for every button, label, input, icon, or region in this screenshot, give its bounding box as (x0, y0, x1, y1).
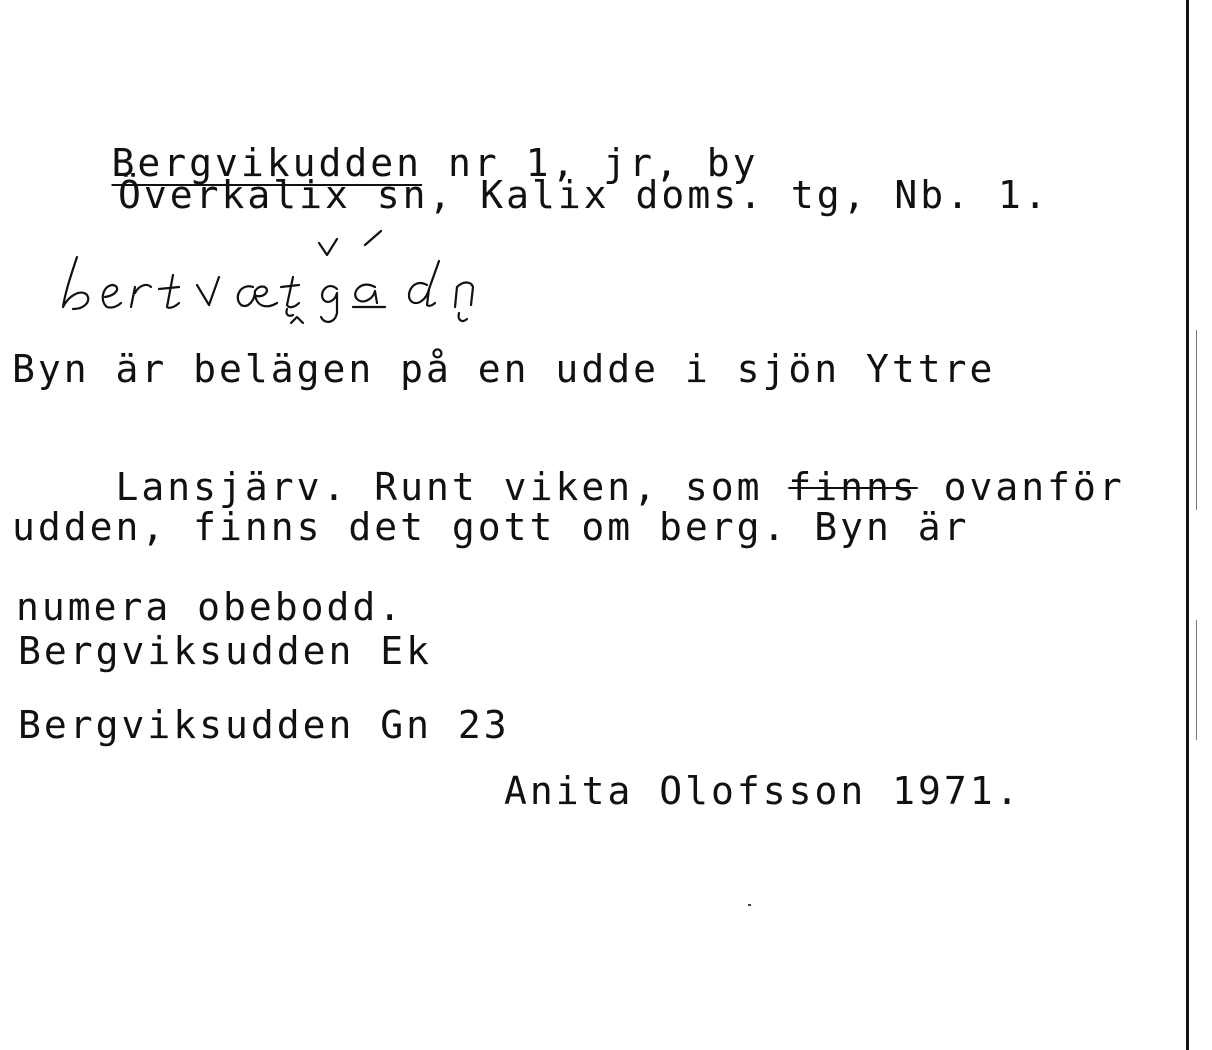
edge-mark-1 (1196, 330, 1197, 510)
struck-word: finns (788, 465, 918, 509)
place-name: Bergvikudden (111, 141, 423, 185)
description-line-2-end: ovanför (917, 465, 1125, 509)
description-line-4: numera obebodd. (16, 585, 405, 629)
heading-details: nr 1, jr, by (422, 141, 759, 185)
signature: Anita Olofsson 1971. (504, 769, 1022, 813)
card-edge-border (1186, 0, 1189, 1050)
location-line: Överkalix sn, Kalix doms. tg, Nb. 1. (118, 173, 1050, 217)
description-line-3: udden, finns det gott om berg. Byn är (12, 505, 970, 549)
phonetic-transcription (55, 225, 615, 335)
dust-speck (748, 904, 751, 906)
description-line-1: Byn är belägen på en udde i sjön Yttre (12, 347, 996, 391)
reference-gn: Bergviksudden Gn 23 (18, 703, 510, 747)
description-line-2-start: Lansjärv. Runt viken, som (115, 465, 789, 509)
reference-ek: Bergviksudden Ek (18, 629, 433, 673)
edge-mark-2 (1196, 620, 1197, 740)
